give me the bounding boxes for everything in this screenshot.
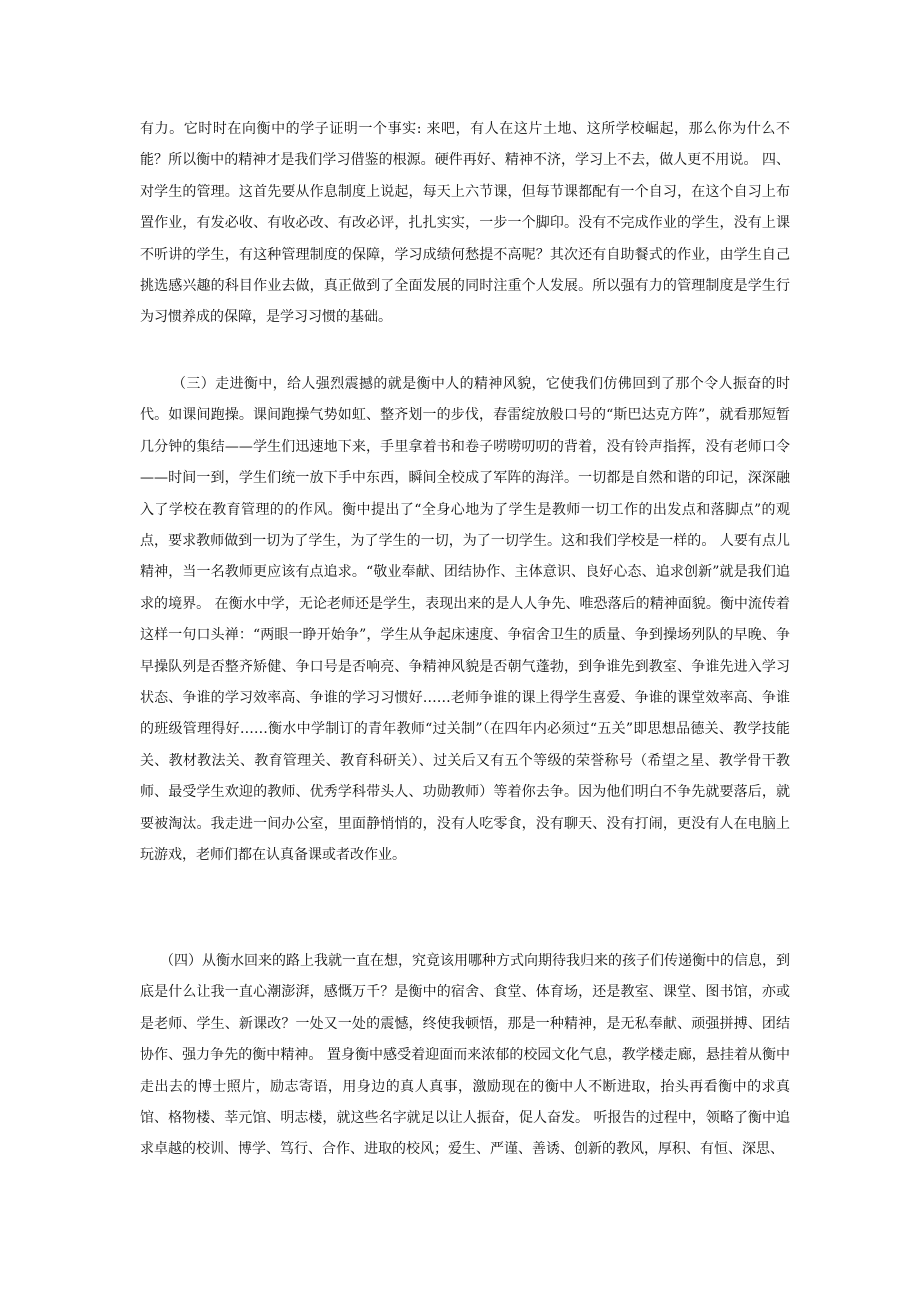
paragraph-spirit: （三）走进衡中，给人强烈震撼的就是衡中人的精神风貌，它使我们仿佛回到了那个令人振奋的时代。如课间跑操。课间跑操气势如虹、整齐划一的步伐，春雷绽放般口号的“斯巴达克方阵”，就看那短暂几分钟的集结——学生们迅速地下来，手里拿着书和卷子唠唠叨叨的背着，没有铃声指挥，没有老师口令——时间一到，学生们统一放下手中东西，瞬间全校成了军阵的海洋。一切都是自然和谐的印记，深深融入了学校在教育管理的的作风。衡中提出了“全身心地为了学生是教师一切工作的出发点和落脚点”的观点，要求教师做到一切为了学生，为了学生的一切，为了一切学生。这和我们学校是一样的。 人要有点儿精神，当一名教师更应该有点追求。“敬业奉献、团结协作、主体意识、良好心态、追求创新”就是我们追求的境界。 在衡水中学，无论老师还是学生，表现出来的是人人争先、唯恐落后的精神面貌。衡中流传着这样一句口头禅：“两眼一睁开始争”，学生从争起床速度、争宿舍卫生的质量、争到操场列队的早晚、争早操队列是否整齐矫健、争口号是否响亮、争精神风貌是否朝气蓬勃，到争谁先到教室、争谁先进入学习状态、争谁的学习效率高、争谁的学习习惯好……老师争谁的课上得学生喜爱、争谁的课堂效率高、争谁的班级管理得好……衡水中学制订的青年教师“过关制”（在四年内必须过“五关”即思想品德关、教学技能关、教材教法关、教育管理关、教育科研关）、过关后又有五个等级的荣誉称号（希望之星、教学骨干教师、最受学生欢迎的教师、优秀学科带头人、功勋教师）等着你去争。因为他们明白不争先就要落后，就要被淘汰。我走进一间办公室，里面静悄悄的，没有人吃零食，没有聊天、没有打闹，更没有人在电脑上玩游戏，老师们都在认真备课或者改作业。: [140, 376, 790, 864]
paragraph-reflection: （四）从衡水回来的路上我就一直在想，究竟该用哪种方式向期待我归来的孩子们传递衡中的信息，到底是什么让我一直心潮澎湃，感慨万千？是衡中的宿舍、食堂、体育场，还是教室、课堂、图书馆，亦或是老师、学生、新课改？一处又一处的震憾，终使我顿悟，那是一种精神，是无私奉献、顽强拼搏、团结协作、强力争先的衡中精神。 置身衡中感受着迎面而来浓郁的校园文化气息，教学楼走廊，悬挂着从衡中走出去的博士照片，励志寄语，用身边的真人真事，激励现在的衡中人不断进取，抬头再看衡中的求真馆、格物楼、莘元馆、明志楼，就这些名字就足以让人振奋，促人奋发。 听报告的过程中，领略了衡中追求卓越的校训、博学、笃行、合作、进取的校风；爱生、严谨、善诱、创新的教风，厚积、有恒、深思、: [140, 953, 790, 1158]
paragraph-management: 有力。它时时在向衡中的学子证明一个事实: 来吧，有人在这片土地、这所学校崛起，那么你为什么不能？所以衡中的精神才是我们学习借鉴的根源。硬件再好、精神不济，学习上不去，做人更不用说。 四、对学生的管理。这首先要从作息制度上说起，每天上六节课，但每节课都配有一个自习，在这个自习上布置作业，有发必收、有收必改、有改必评，扎扎实实，一步一个脚印。没有不完成作业的学生，没有上课不听讲的学生，有这种管理制度的保障，学习成绩何愁提不高呢？其次还有自助餐式的作业，由学生自己挑选感兴趣的科目作业去做，真正做到了全面发展的同时注重个人发展。所以强有力的管理制度是学生行为习惯养成的保障，是学习习惯的基础。: [140, 121, 790, 326]
